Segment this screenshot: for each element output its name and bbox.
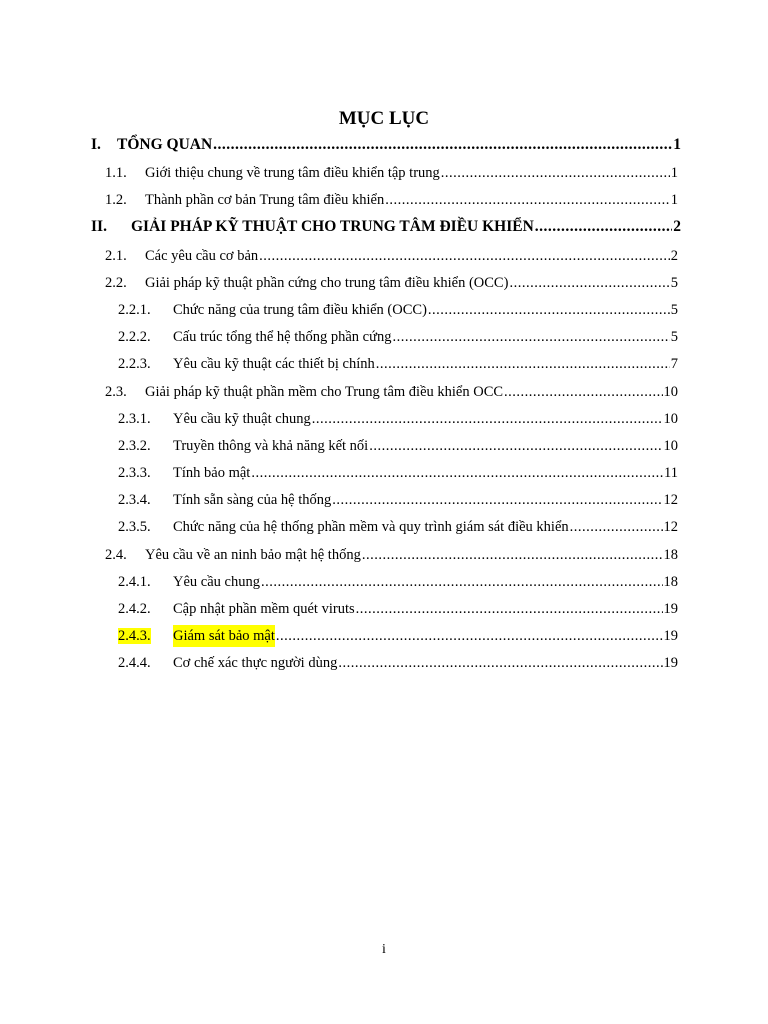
toc-page: 10 xyxy=(663,384,678,400)
toc-leader xyxy=(251,462,663,484)
toc-page: 10 xyxy=(663,438,678,454)
toc-page: 1 xyxy=(670,192,678,208)
toc-number: 2.4.2. xyxy=(118,601,151,617)
toc-text: Chức năng của hệ thống phần mềm và quy trình giám sát điều khiển xyxy=(173,519,569,535)
toc-entry-2-2-2[interactable] xyxy=(0,326,768,348)
toc-leader xyxy=(338,652,662,674)
toc-page: 18 xyxy=(663,574,678,590)
toc-number: 1.2. xyxy=(105,192,127,208)
toc-number: 2.3.2. xyxy=(118,438,151,454)
toc-text: Yêu cầu kỹ thuật chung xyxy=(173,411,311,427)
toc-number-highlighted xyxy=(118,625,173,647)
toc-text: Giới thiệu chung về trung tâm điều khiển tập trung xyxy=(145,165,440,181)
toc-leader xyxy=(213,134,672,156)
toc-entry-2-4-3[interactable] xyxy=(0,625,768,647)
toc-entry-2[interactable] xyxy=(0,216,768,238)
toc-leader xyxy=(362,544,663,566)
toc-leader xyxy=(570,516,663,538)
toc-text: Cập nhật phần mềm quét viruts xyxy=(173,601,355,617)
toc-text: Giải pháp kỹ thuật phần cứng cho trung tâm điều khiển (OCC) xyxy=(145,275,509,291)
toc-leader xyxy=(369,435,662,457)
toc-text: Yêu cầu kỹ thuật các thiết bị chính xyxy=(173,356,375,372)
toc-text-highlighted: Giám sát bảo mật xyxy=(173,625,275,647)
toc-leader xyxy=(312,408,663,430)
toc-page: 7 xyxy=(670,356,678,372)
toc-page: 19 xyxy=(663,655,678,671)
toc-entry-2-2[interactable] xyxy=(0,272,768,294)
toc-entry-1-2[interactable] xyxy=(0,189,768,211)
toc-entry-2-4[interactable] xyxy=(0,544,768,566)
toc-entry-2-3[interactable] xyxy=(0,381,768,403)
toc-page: 11 xyxy=(664,465,678,481)
toc-page: 1 xyxy=(670,165,678,181)
toc-text: Cấu trúc tổng thể hệ thống phần cứng xyxy=(173,329,392,345)
toc-leader xyxy=(259,245,670,267)
toc-text: Chức năng của trung tâm điều khiển (OCC) xyxy=(173,302,427,318)
toc-entry-2-4-2[interactable] xyxy=(0,598,768,620)
toc-number: 2.4.4. xyxy=(118,655,151,671)
toc-entry-1-1[interactable] xyxy=(0,162,768,184)
toc-number: 2.3.5. xyxy=(118,519,151,535)
toc-entry-2-2-3[interactable] xyxy=(0,353,768,375)
toc-page: 2 xyxy=(673,218,681,235)
toc-text: Tính bảo mật xyxy=(173,465,251,481)
toc-entry-2-2-1[interactable] xyxy=(0,299,768,321)
toc-number: 2.2. xyxy=(105,275,127,291)
toc-leader xyxy=(504,381,662,403)
toc-entry-2-3-3[interactable] xyxy=(0,462,768,484)
toc-page: 1 xyxy=(673,136,681,153)
toc-leader xyxy=(428,299,670,321)
footer-page-number: i xyxy=(382,942,386,957)
toc-page: 5 xyxy=(670,275,678,291)
toc-number: 2.2.3. xyxy=(118,356,151,372)
toc-number: 2.1. xyxy=(105,248,127,264)
toc-text: Yêu cầu chung xyxy=(173,574,260,590)
toc-text: Các yêu cầu cơ bản xyxy=(145,248,259,264)
toc-number: 2.2.2. xyxy=(118,329,151,345)
toc-page: 19 xyxy=(663,628,678,644)
toc-leader xyxy=(261,571,663,593)
toc-page: 19 xyxy=(663,601,678,617)
highlighted-number: 2.4.3. xyxy=(118,628,151,644)
toc-entry-2-3-4[interactable] xyxy=(0,489,768,511)
toc-text: Yêu cầu về an ninh bảo mật hệ thống xyxy=(145,547,361,563)
toc-page: 12 xyxy=(663,492,678,508)
toc-text: Tính sẵn sàng của hệ thống xyxy=(173,492,332,508)
toc-text: Truyền thông và khả năng kết nối xyxy=(173,438,369,454)
toc-page: 10 xyxy=(663,411,678,427)
toc-page: 18 xyxy=(663,547,678,563)
toc-number: I. xyxy=(91,136,101,153)
toc-leader xyxy=(509,272,669,294)
toc-leader xyxy=(441,162,670,184)
toc-leader xyxy=(385,189,670,211)
toc-entry-2-3-5[interactable] xyxy=(0,516,768,538)
toc-entry-2-4-4[interactable] xyxy=(0,652,768,674)
toc-leader xyxy=(535,216,672,238)
toc-text: TỔNG QUAN xyxy=(117,136,213,153)
page-title: MỤC LỤC xyxy=(338,108,430,129)
toc-page: 5 xyxy=(670,302,678,318)
toc-page: 5 xyxy=(670,329,678,345)
toc-leader xyxy=(276,625,663,647)
toc-number: 2.3.1. xyxy=(118,411,151,427)
toc-number: II. xyxy=(91,218,107,235)
toc-text: Cơ chế xác thực người dùng xyxy=(173,655,338,671)
toc-number: 1.1. xyxy=(105,165,127,181)
toc-number: 2.3.3. xyxy=(118,465,151,481)
toc-number: 2.4.1. xyxy=(118,574,151,590)
toc-entry-2-4-1[interactable] xyxy=(0,571,768,593)
toc-number: 2.2.1. xyxy=(118,302,151,318)
toc-text: Thành phần cơ bản Trung tâm điều khiển xyxy=(145,192,385,208)
toc-entry-2-3-2[interactable] xyxy=(0,435,768,457)
toc-page: 2 xyxy=(670,248,678,264)
toc-leader xyxy=(392,326,669,348)
toc-entry-2-3-1[interactable] xyxy=(0,408,768,430)
toc-leader xyxy=(356,598,663,620)
toc-leader xyxy=(332,489,662,511)
toc-entry-1[interactable] xyxy=(0,134,768,156)
toc-number: 2.3. xyxy=(105,384,127,400)
toc-text: Giải pháp kỹ thuật phần mềm cho Trung tâm điều khiển OCC xyxy=(145,384,504,400)
toc-leader xyxy=(376,353,670,375)
toc-number: 2.3.4. xyxy=(118,492,151,508)
toc-page: 12 xyxy=(663,519,678,535)
toc-text: GIẢI PHÁP KỸ THUẬT CHO TRUNG TÂM ĐIỀU KHIỂN xyxy=(131,218,534,235)
toc-number: 2.4. xyxy=(105,547,127,563)
toc-entry-2-1[interactable] xyxy=(0,245,768,267)
